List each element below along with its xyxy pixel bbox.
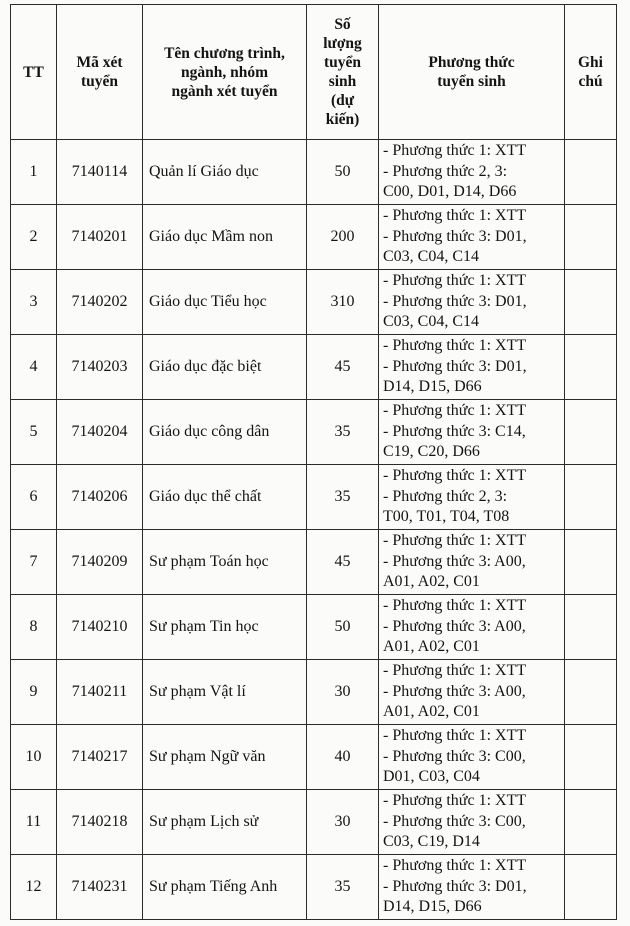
- row-notes: [565, 335, 617, 400]
- row-program-name: Giáo dục Mầm non: [143, 205, 307, 270]
- row-code: 7140204: [57, 400, 143, 465]
- row-method: - Phương thức 1: XTT - Phương thức 3: A00, A01, A02, C01: [379, 530, 565, 595]
- row-notes: [565, 855, 617, 920]
- row-notes: [565, 790, 617, 855]
- row-code: 7140201: [57, 205, 143, 270]
- row-method: - Phương thức 1: XTT - Phương thức 3: C00, C03, C19, D14: [379, 790, 565, 855]
- table-header: [11, 5, 617, 140]
- row-quota: 35: [307, 400, 379, 465]
- table-row: [11, 140, 617, 205]
- admission-table: [10, 4, 617, 920]
- row-notes: [565, 270, 617, 335]
- row-tt: 7: [11, 530, 57, 595]
- row-method: - Phương thức 1: XTT - Phương thức 3: D01, D14, D15, D66: [379, 335, 565, 400]
- row-quota: 30: [307, 790, 379, 855]
- row-program-name: Sư phạm Vật lí: [143, 660, 307, 725]
- row-quota: 310: [307, 270, 379, 335]
- row-method: - Phương thức 1: XTT - Phương thức 3: D01, C03, C04, C14: [379, 270, 565, 335]
- row-program-name: Sư phạm Ngữ văn: [143, 725, 307, 790]
- row-method: - Phương thức 1: XTT - Phương thức 2, 3: C00, D01, D14, D66: [379, 140, 565, 205]
- row-method: - Phương thức 1: XTT - Phương thức 3: C00, D01, C03, C04: [379, 725, 565, 790]
- row-code: 7140209: [57, 530, 143, 595]
- row-quota: 50: [307, 595, 379, 660]
- row-notes: [565, 205, 617, 270]
- row-code: 7140217: [57, 725, 143, 790]
- row-method: - Phương thức 1: XTT - Phương thức 3: C14, C19, C20, D66: [379, 400, 565, 465]
- row-program-name: Giáo dục thể chất: [143, 465, 307, 530]
- row-method: - Phương thức 1: XTT - Phương thức 2, 3: T00, T01, T04, T08: [379, 465, 565, 530]
- row-program-name: Giáo dục Tiểu học: [143, 270, 307, 335]
- table-row: [11, 790, 617, 855]
- row-quota: 30: [307, 660, 379, 725]
- header-tt: TT: [11, 5, 57, 140]
- row-code: 7140202: [57, 270, 143, 335]
- row-program-name: Sư phạm Tiếng Anh: [143, 855, 307, 920]
- table-row: [11, 400, 617, 465]
- row-quota: 45: [307, 335, 379, 400]
- row-tt: 2: [11, 205, 57, 270]
- row-tt: 1: [11, 140, 57, 205]
- row-method: - Phương thức 1: XTT - Phương thức 3: A00, A01, A02, C01: [379, 660, 565, 725]
- row-tt: 11: [11, 790, 57, 855]
- table-row: [11, 530, 617, 595]
- row-notes: [565, 530, 617, 595]
- table-row: [11, 270, 617, 335]
- table-row: [11, 660, 617, 725]
- row-code: 7140210: [57, 595, 143, 660]
- row-program-name: Giáo dục đặc biệt: [143, 335, 307, 400]
- row-program-name: Sư phạm Tin học: [143, 595, 307, 660]
- row-quota: 200: [307, 205, 379, 270]
- row-tt: 10: [11, 725, 57, 790]
- row-program-name: Sư phạm Lịch sử: [143, 790, 307, 855]
- header-code: Mã xét tuyển: [57, 5, 143, 140]
- row-tt: 6: [11, 465, 57, 530]
- row-quota: 45: [307, 530, 379, 595]
- row-code: 7140231: [57, 855, 143, 920]
- row-method: - Phương thức 1: XTT - Phương thức 3: A00, A01, A02, C01: [379, 595, 565, 660]
- table-row: [11, 205, 617, 270]
- row-notes: [565, 595, 617, 660]
- row-code: 7140218: [57, 790, 143, 855]
- header-row: [11, 5, 617, 140]
- table-row: [11, 465, 617, 530]
- row-quota: 50: [307, 140, 379, 205]
- header-admission-method: Phương thức tuyển sinh: [379, 5, 565, 140]
- row-tt: 4: [11, 335, 57, 400]
- row-tt: 8: [11, 595, 57, 660]
- row-tt: 3: [11, 270, 57, 335]
- row-method: - Phương thức 1: XTT - Phương thức 3: D01, D14, D15, D66: [379, 855, 565, 920]
- row-tt: 5: [11, 400, 57, 465]
- row-program-name: Giáo dục công dân: [143, 400, 307, 465]
- row-quota: 35: [307, 465, 379, 530]
- row-code: 7140203: [57, 335, 143, 400]
- row-notes: [565, 400, 617, 465]
- row-quota: 35: [307, 855, 379, 920]
- row-notes: [565, 725, 617, 790]
- table-row: [11, 855, 617, 920]
- header-quota: Số lượng tuyển sinh (dự kiến): [307, 5, 379, 140]
- row-program-name: Quản lí Giáo dục: [143, 140, 307, 205]
- header-notes: Ghi chú: [565, 5, 617, 140]
- row-code: 7140114: [57, 140, 143, 205]
- row-program-name: Sư phạm Toán học: [143, 530, 307, 595]
- row-notes: [565, 140, 617, 205]
- table-row: [11, 335, 617, 400]
- table-body: [11, 140, 617, 920]
- row-code: 7140211: [57, 660, 143, 725]
- row-method: - Phương thức 1: XTT - Phương thức 3: D01, C03, C04, C14: [379, 205, 565, 270]
- row-notes: [565, 660, 617, 725]
- row-tt: 9: [11, 660, 57, 725]
- row-quota: 40: [307, 725, 379, 790]
- row-code: 7140206: [57, 465, 143, 530]
- row-notes: [565, 465, 617, 530]
- header-program-name: Tên chương trình, ngành, nhóm ngành xét tuyển: [143, 5, 307, 140]
- table-row: [11, 595, 617, 660]
- table-row: [11, 725, 617, 790]
- row-tt: 12: [11, 855, 57, 920]
